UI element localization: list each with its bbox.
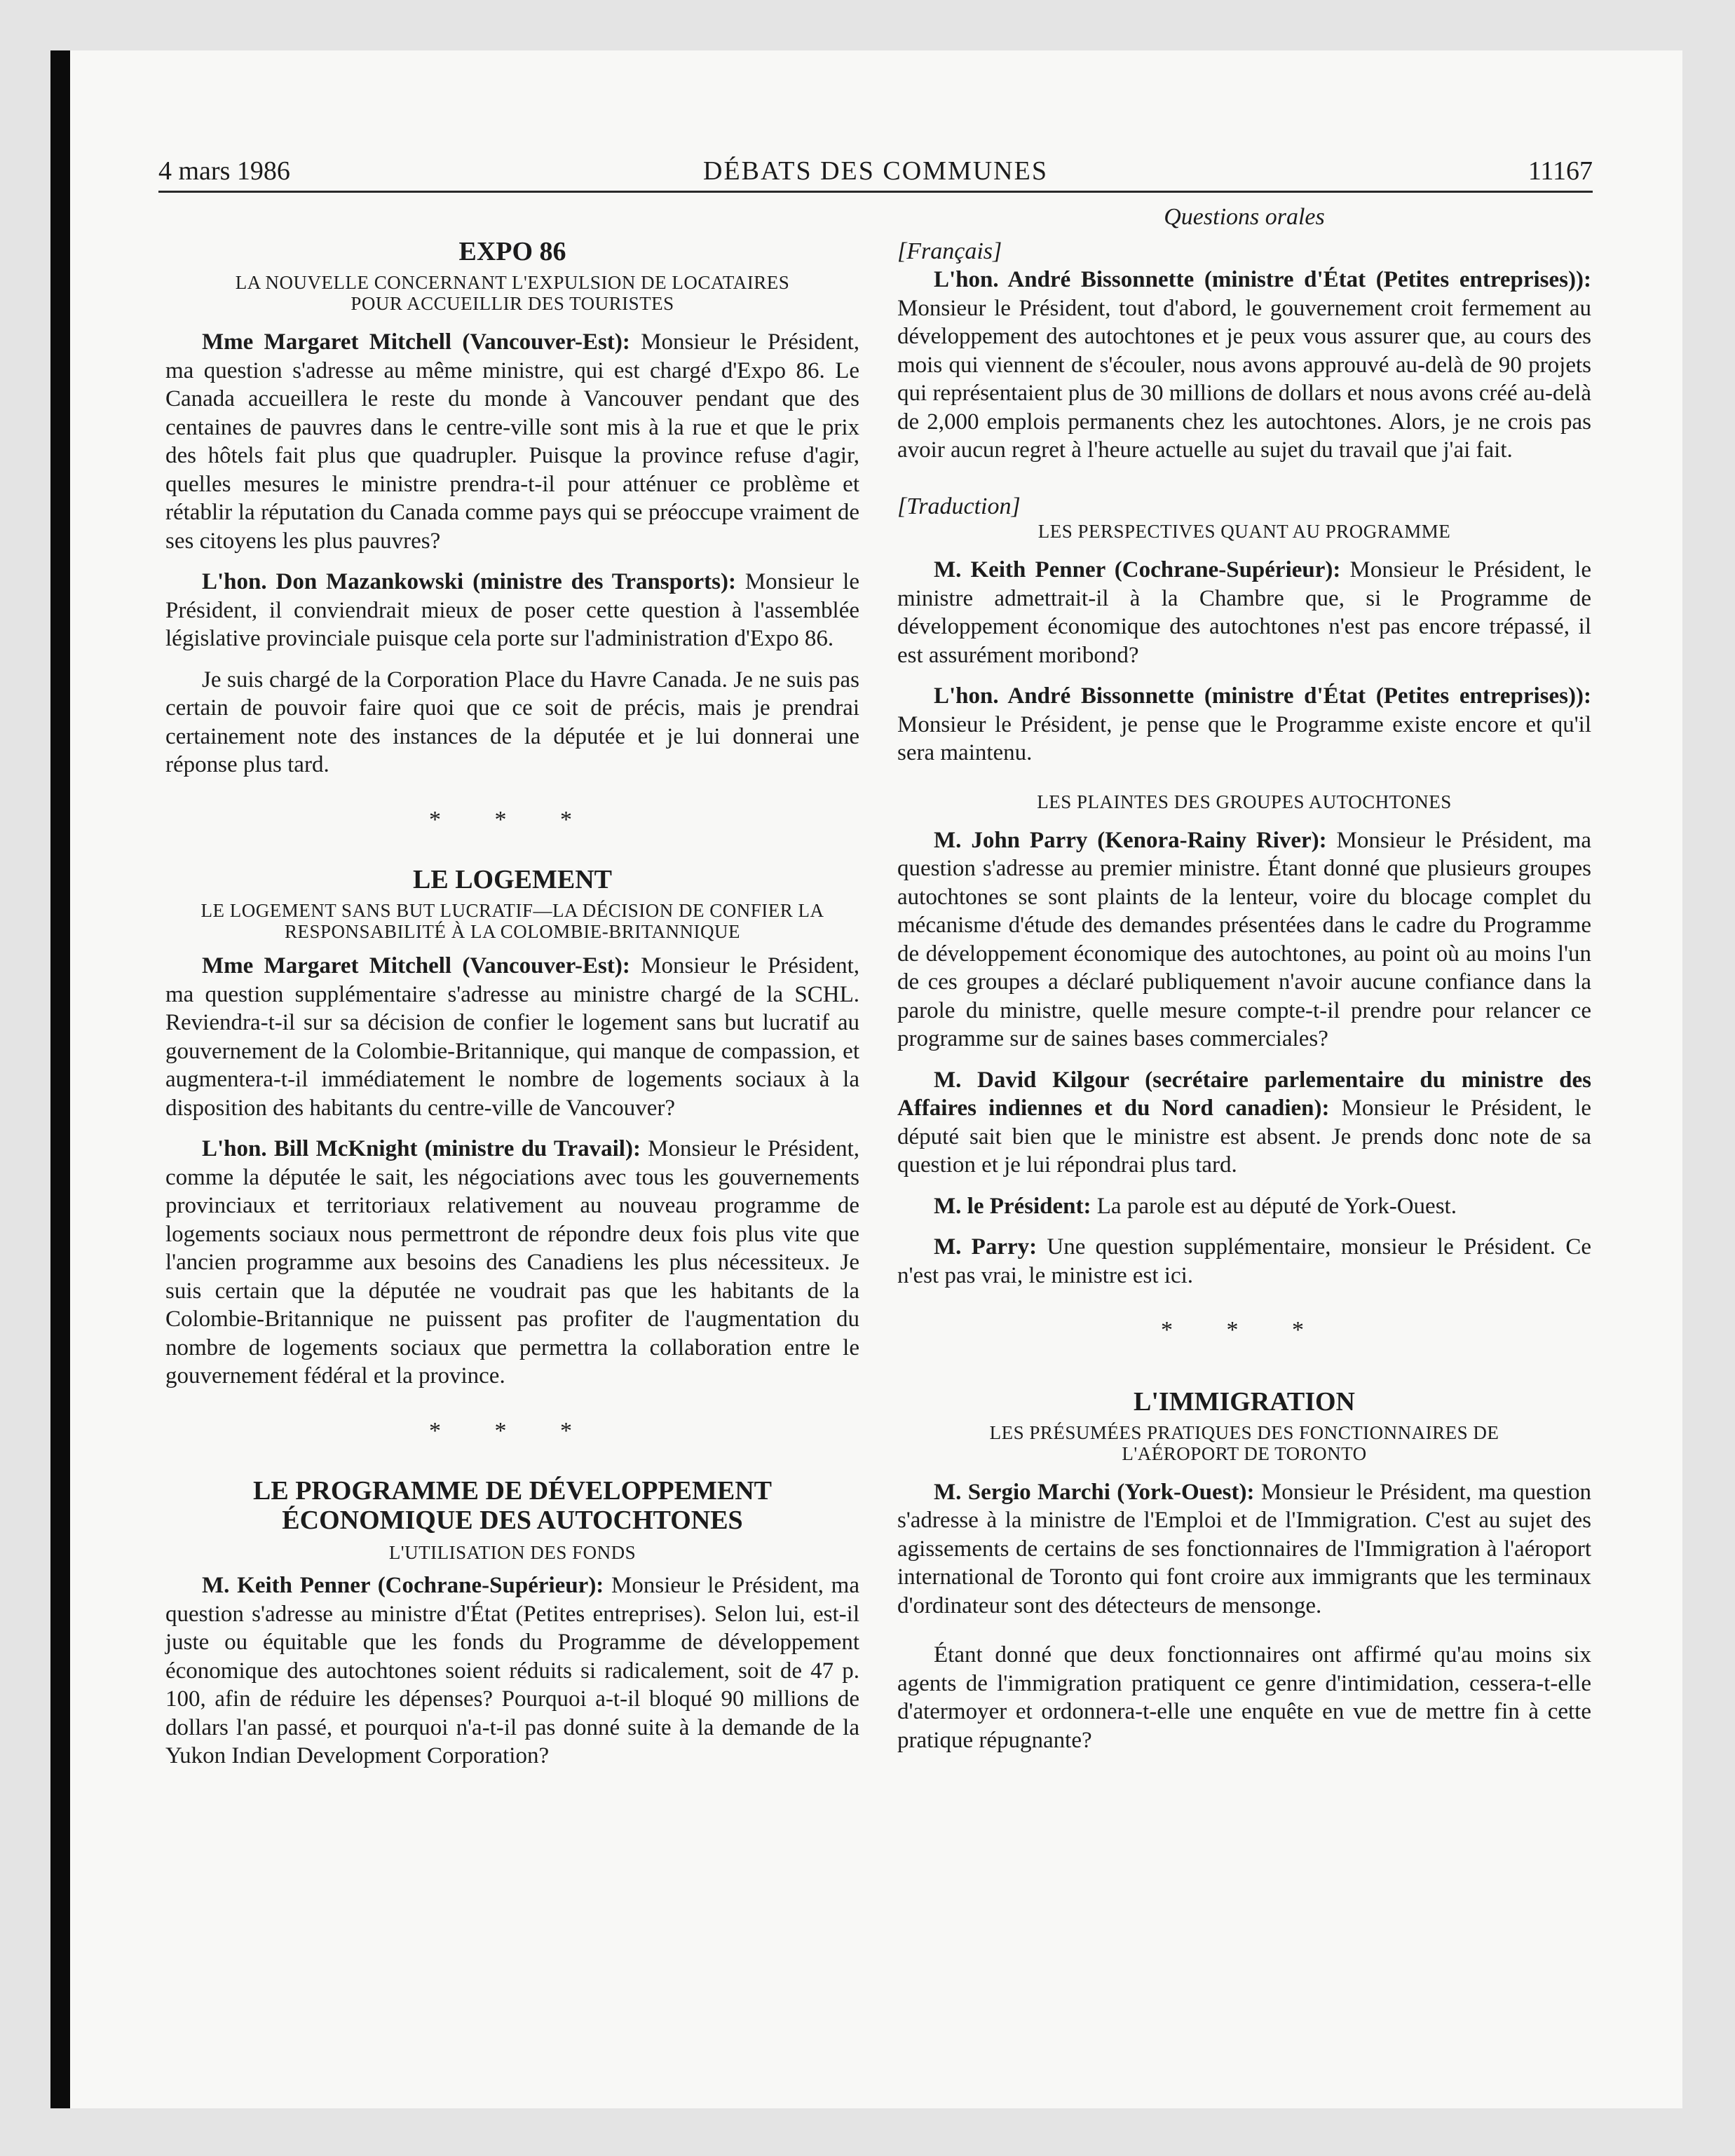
section-separator: * * * (429, 1417, 596, 1444)
section-separator: * * * (429, 806, 596, 833)
paragraph-bissonnette-1: L'hon. André Bissonnette (ministre d'État (Petites entreprises)): Monsieur le Président, tout d'abord, le gouvernement croit fermement au développement des autochtones et je peux vous assurer que, au cours des mois qui viennent de s'écouler, nous avons approuvé au-delà de 90 projets qui représentaient plus de 30 millions de dollars et nous avons créé au-delà de 2,000 emplois permanents chez les autochtones. Alors, je ne crois pas avoir aucun regret à l'heure actuelle au sujet du travail que j'ai fait. (897, 267, 1591, 463)
speaker-name: M. Keith Penner (Cochrane-Supérieur): (202, 1573, 604, 1598)
right-column (897, 203, 1591, 1754)
speaker-name: L'hon. Don Mazankowski (ministre des Transports): (202, 569, 736, 594)
language-marker-traduction: [Traduction] (897, 493, 1021, 519)
subheading-fonds: L'UTILISATION DES FONDS (388, 1542, 637, 1563)
speaker-name: M. John Parry (Kenora-Rainy River): (934, 827, 1327, 853)
subheading-perspectives: LES PERSPECTIVES QUANT AU PROGRAMME (1037, 521, 1451, 542)
paragraph-marchi: M. Sergio Marchi (York-Ouest): Monsieur le Président, ma question s'adresse à la ministre de l'Emploi et de l'Immigration. C'est au sujet des agissements de certains de ses fonctionnaires de l'Immigration à l'aéroport international de Toronto qui font croire aux immigrants que les terminaux d'ordinateur sont des détecteurs de mensonge. (897, 1479, 1591, 1618)
paragraph-penner-fonds: M. Keith Penner (Cochrane-Supérieur): Monsieur le Président, ma question s'adresse au ministre d'État (Petites entreprises). Selon lui, est-il juste ou équitable que les fonds du Programme de développement économique des autochtones soient réduits si radicalement, soit de 47 p. 100, afin de réduire les dépenses? Pourquoi a-t-il bloqué 90 millions de dollars l'an passé, et pourquoi n'a-t-il pas donné suite à la demande de la Yukon Indian Development Corporation? (165, 1573, 859, 1768)
speaker-name: M. Parry: (934, 1234, 1037, 1260)
paragraph-bissonnette-2: L'hon. André Bissonnette (ministre d'État (Petites entreprises)): Monsieur le Président, je pense que le Programme existe encore et qu'il sera maintenu. (897, 683, 1591, 765)
speaker-name: M. Sergio Marchi (York-Ouest): (934, 1479, 1255, 1505)
subheading-expulsion: LA NOUVELLE CONCERNANT L'EXPULSION DE LOCATAIRES POUR ACCUEILLIR DES TOURISTES (235, 272, 790, 314)
section-heading-programme-line1: LE PROGRAMME DE DÉVELOPPEMENT (253, 1476, 772, 1506)
speaker-name: M. David Kilgour (secrétaire parlementaire du ministre des Affaires indiennes et du Nord canadien): (897, 1067, 1591, 1121)
subheading-logement: LE LOGEMENT SANS BUT LUCRATIF—LA DÉCISION DE CONFIER LA RESPONSABILITÉ À LA COLOMBIE-BRITANNIQUE (200, 900, 824, 942)
paragraph-penner-perspectives: M. Keith Penner (Cochrane-Supérieur): Monsieur le Président, le ministre admettrait-il à la Chambre que, si le Programme de développement économique des autochtones n'est pas encore trépassé, il est assurément moribond? (897, 557, 1591, 668)
subheading-aeroport: LES PRÉSUMÉES PRATIQUES DES FONCTIONNAIRES DE L'AÉROPORT DE TORONTO (989, 1421, 1499, 1464)
paragraph-mazankowski: L'hon. Don Mazankowski (ministre des Transports): Monsieur le Président, il conviendrait mieux de poser cette question à l'assemblée législative provinciale puisque cela porte sur l'administration d'Expo 86. (165, 569, 859, 651)
section-heading-immigration: L'IMMIGRATION (1134, 1386, 1355, 1417)
header-page-number: 11167 (1528, 156, 1593, 186)
paragraph-president: M. le Président: La parole est au député de York-Ouest. (934, 1193, 1457, 1219)
running-title: Questions orales (1164, 204, 1325, 230)
speaker-name: L'hon. André Bissonnette (ministre d'État (Petites entreprises)): (934, 267, 1591, 292)
paragraph-parry: M. John Parry (Kenora-Rainy River): Monsieur le Président, ma question s'adresse au premier ministre. Étant donné que plusieurs groupes autochtones se sont plaints de la lenteur, voire du blocage complet du mécanisme d'étude des demandes présentées dans le cadre du Programme de développement économique des autochtones, au point où au moins l'un de ces groupes a déclaré publiquement n'avoir aucune confiance dans la parole du ministre, quelle mesure compte-t-il prendre pour relancer ce programme sur de saines bases commerciales? (897, 827, 1591, 1051)
paragraph-mcknight: L'hon. Bill McKnight (ministre du Travail): Monsieur le Président, comme la députée le sait, les négociations avec tous les gouvernements provinciaux et territoriaux relativement au nouveau programme de logements sociaux nous permettront de répondre deux fois plus vite que l'ancien programme aux besoins des Canadiens les plus nécessiteux. Je suis certain que la députée ne voudrait pas que les habitants de la Colombie-Britannique ne puissent pas profiter de l'augmentation du nombre de logements sociaux que permettra la collaboration entre le gouvernement fédéral et la province. (165, 1136, 860, 1389)
speaker-name: L'hon. Bill McKnight (ministre du Travail): (202, 1136, 641, 1161)
header-title: DÉBATS DES COMMUNES (703, 156, 1048, 186)
paragraph-kilgour: M. David Kilgour (secrétaire parlementaire du ministre des Affaires indiennes et du Nord canadien): Monsieur le Président, le député sait bien que le ministre est absent. Je prends donc note de sa question et je lui répondrai plus tard. (897, 1067, 1592, 1178)
page-header (158, 156, 1593, 193)
speaker-name: Mme Margaret Mitchell (Vancouver-Est): (202, 953, 630, 978)
subheading-plaintes: LES PLAINTES DES GROUPES AUTOCHTONES (1037, 791, 1452, 812)
speaker-name: Mme Margaret Mitchell (Vancouver-Est): (202, 329, 630, 355)
paragraph-mazankowski-cont: Je suis chargé de la Corporation Place du Havre Canada. Je ne suis pas certain de pouvoir faire quoi que ce soit de précis, mais je prendrai certainement note des instances de la députée et je lui donnerai une réponse plus tard. (165, 667, 859, 777)
section-heading-logement: LE LOGEMENT (413, 865, 612, 894)
paragraph-mitchell-expo: Mme Margaret Mitchell (Vancouver-Est): Monsieur le Président, ma question s'adresse au même ministre, qui est chargé d'Expo 86. Le Canada accueillera le reste du monde à Vancouver pendant que des centaines de pauvres dans le centre-ville sont mis à la rue et que le prix des hôtels fait plus que quadrupler. Puisque la province refuse d'agir, quelles mesures le ministre prendra-t-il pour atténuer ce problème et rétablir la réputation du Canada comme pays qui se préoccupe vraiment de ses citoyens les plus pauvres? (165, 329, 860, 554)
speaker-name: M. le Président: (934, 1193, 1091, 1219)
language-marker-francais: [Français] (897, 238, 1002, 264)
header-date: 4 mars 1986 (158, 156, 290, 186)
speaker-name: M. Keith Penner (Cochrane-Supérieur): (934, 557, 1341, 582)
left-column (165, 203, 859, 1770)
paragraph-marchi-cont: Étant donné que deux fonctionnaires ont affirmé qu'au moins six agents de l'immigration pratiquent ce genre d'intimidation, cessera-t-elle d'atermoyer et ordonnera-t-elle une enquête en vue de mettre fin à cette pratique répugnante? (897, 1642, 1591, 1753)
paragraph-mitchell-logement: Mme Margaret Mitchell (Vancouver-Est): Monsieur le Président, ma question supplémentaire s'adresse au ministre chargé de la SCHL. Reviendra-t-il sur sa décision de confier le logement sans but lucratif au gouvernement de la Colombie-Britannique, qui manque de compassion, et augmentera-t-il immédiatement le nombre de logements sociaux à la disposition des habitants du centre-ville de Vancouver? (165, 953, 860, 1121)
paragraph-parry-2: M. Parry: Une question supplémentaire, monsieur le Président. Ce n'est pas vrai, le ministre est ici. (897, 1234, 1591, 1288)
section-separator: * * * (1161, 1317, 1328, 1343)
section-heading-expo: EXPO 86 (458, 237, 566, 266)
speaker-name: L'hon. André Bissonnette (ministre d'État (Petites entreprises)): (934, 683, 1591, 709)
section-heading-programme-line2: ÉCONOMIQUE DES AUTOCHTONES (282, 1506, 743, 1535)
